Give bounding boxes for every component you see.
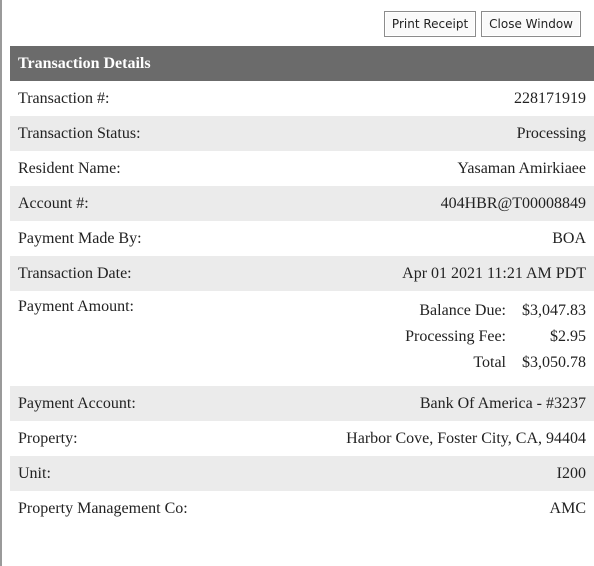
total-line (405, 350, 586, 376)
balance-due-line (405, 298, 586, 324)
transaction-date-label: Transaction Date: (18, 264, 132, 282)
total-value: $3,050.78 (522, 354, 586, 371)
processing-fee-line (405, 324, 586, 350)
account-number-row (10, 186, 594, 221)
transaction-status-value: Processing (516, 124, 586, 142)
resident-name-label: Resident Name: (18, 159, 121, 177)
property-management-value: AMC (549, 499, 586, 517)
payment-amount-breakdown (405, 298, 586, 376)
processing-fee-label: Processing Fee: (405, 328, 506, 345)
transaction-date-row (10, 256, 594, 291)
transaction-number-value: 228171919 (514, 89, 586, 107)
payment-made-by-value: BOA (552, 229, 586, 247)
payment-account-row (10, 386, 594, 421)
resident-name-value: Yasaman Amirkiaee (457, 159, 586, 177)
resident-name-row (10, 151, 594, 186)
transaction-details-header: Transaction Details (10, 46, 594, 81)
close-window-button[interactable]: Close Window (481, 11, 581, 37)
property-value: Harbor Cove, Foster City, CA, 94404 (346, 429, 586, 447)
account-number-value: 404HBR@T00008849 (440, 194, 586, 212)
payment-made-by-label: Payment Made By: (18, 229, 142, 247)
transaction-date-value: Apr 01 2021 11:21 AM PDT (402, 264, 586, 282)
print-receipt-button[interactable]: Print Receipt (384, 11, 476, 37)
balance-due-value: $3,047.83 (522, 302, 586, 319)
property-row (10, 421, 594, 456)
property-management-label: Property Management Co: (18, 499, 188, 517)
transaction-status-row (10, 116, 594, 151)
unit-row (10, 456, 594, 491)
payment-made-by-row (10, 221, 594, 256)
unit-label: Unit: (18, 464, 51, 482)
payment-account-value: Bank Of America - #3237 (419, 394, 586, 412)
payment-account-label: Payment Account: (18, 394, 136, 412)
transaction-number-label: Transaction #: (18, 89, 110, 107)
property-label: Property: (18, 429, 78, 447)
balance-due-label: Balance Due: (419, 302, 506, 319)
window-left-border (0, 0, 2, 566)
total-label: Total (473, 354, 506, 371)
account-number-label: Account #: (18, 194, 89, 212)
transaction-number-row (10, 81, 594, 116)
property-management-row (10, 491, 594, 526)
processing-fee-value: $2.95 (550, 328, 586, 345)
transaction-details-table (10, 46, 594, 526)
toolbar (384, 11, 581, 37)
payment-amount-label: Payment Amount: (18, 298, 134, 315)
transaction-status-label: Transaction Status: (18, 124, 141, 142)
unit-value: I200 (556, 464, 586, 482)
payment-amount-row (10, 291, 594, 386)
